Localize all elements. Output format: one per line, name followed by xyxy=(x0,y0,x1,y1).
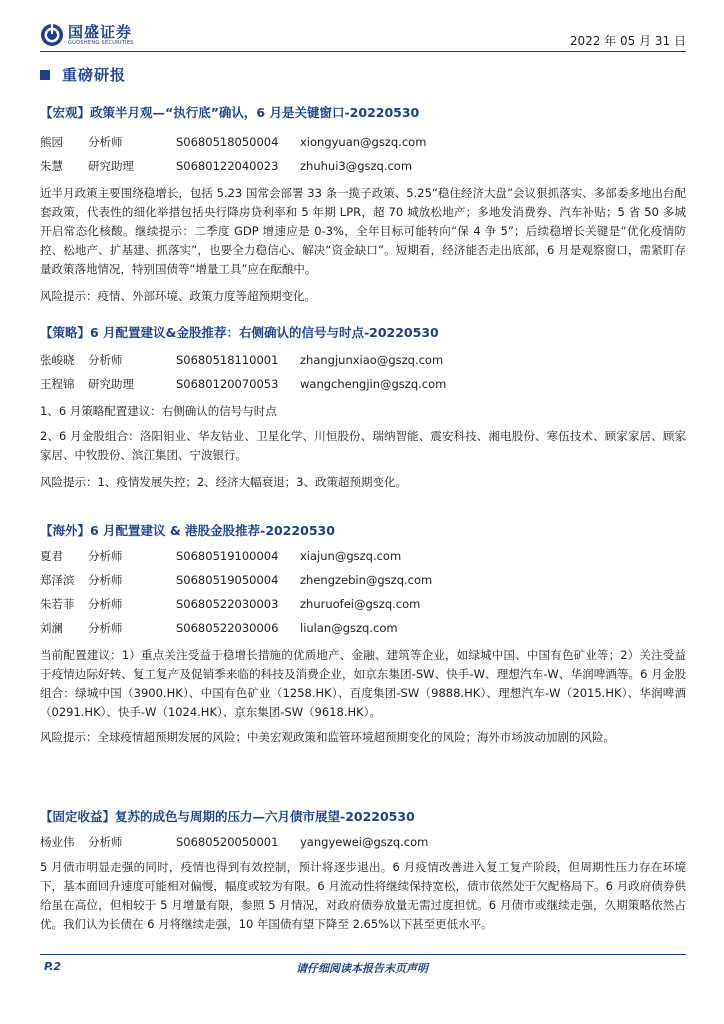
section-bullet-icon xyxy=(40,70,50,80)
author-email[interactable]: zhuruofei@gszq.com xyxy=(300,597,421,611)
author-email[interactable]: liulan@gszq.com xyxy=(300,621,398,635)
report-date: 2022 年 05 月 31 日 xyxy=(569,34,686,48)
author-name: 熊园 xyxy=(40,135,63,149)
author-role: 研究助理 xyxy=(88,159,134,173)
section-title-text: 重磅研报 xyxy=(62,66,127,84)
author-role: 分析师 xyxy=(88,835,123,849)
section-title xyxy=(40,64,126,85)
author-email[interactable]: wangchengjin@gszq.com xyxy=(300,377,447,391)
author-email[interactable]: xiongyuan@gszq.com xyxy=(300,135,427,149)
report-strategy xyxy=(40,324,686,492)
author-email[interactable]: zhangjunxiao@gszq.com xyxy=(300,353,444,367)
report-macro xyxy=(40,104,686,306)
author-row xyxy=(40,568,686,592)
risk-note: 风险提示：全球疫情超预期发展的风险；中美宏观政策和监管环境超预期变化的风险；海外市场波动加剧的风险。 xyxy=(40,730,615,744)
footer-disclaimer: 请仔细阅读本报告末页声明 xyxy=(296,962,428,975)
author-cert-number: S0680522030006 xyxy=(176,621,279,635)
author-email[interactable]: zhengzebin@gszq.com xyxy=(300,573,433,587)
author-row xyxy=(40,154,686,178)
risk-note: 风险提示：疫情、外部环境、政策力度等超预期变化。 xyxy=(40,289,316,303)
author-name: 杨业伟 xyxy=(40,835,75,849)
author-cert-number: S0680518050004 xyxy=(176,135,279,149)
author-name: 张峻晓 xyxy=(40,353,75,367)
page-number: P.2 xyxy=(44,960,62,973)
author-cert-number: S0680518110001 xyxy=(176,353,279,367)
author-row xyxy=(40,592,686,616)
author-email[interactable]: xiajun@gszq.com xyxy=(300,549,402,563)
report-fixed-income xyxy=(40,808,686,934)
report-title: 【策略】6 月配置建议&金股推荐：右侧确认的信号与时点-20220530 xyxy=(40,325,439,340)
logo-icon xyxy=(40,23,64,47)
logo-name-cn: 国盛证券 xyxy=(68,22,133,41)
report-summary: 近半月政策主要围绕稳增长，包括 5.23 国常会部署 33 条一揽子政策、5.25“稳住经济大盘”会议狠抓落实、多部委多地出台配套政策，代表性的细化举措包括央行降房贷利率和 5 年期 LPR，超 70 城放松地产；多地发消费券、汽车补贴；5 省 50 多城开启常态化核酸。继续提示：二季度 GDP 增速应是 0-3%，全年目标可能转向“保 4 争 5”；后续稳增长关键是“优化疫情防控、松地产、扩基建、抓落实”，也要全力稳信心、解决“资金缺口”。短期看，经济能否走出底部，6 月是观察窗口，需紧盯存量政策落地情况，特别国债等“增量工具”应在酝酿中。 xyxy=(40,186,686,276)
author-row xyxy=(40,544,686,568)
report-title: 【宏观】政策半月观—“执行底”确认，6 月是关键窗口-20220530 xyxy=(40,105,420,120)
report-title: 【固定收益】复苏的成色与周期的压力—六月债市展望-20220530 xyxy=(40,809,415,824)
author-email[interactable]: zhuhui3@gszq.com xyxy=(300,159,413,173)
report-overseas xyxy=(40,522,686,747)
author-name: 郑泽滨 xyxy=(40,573,75,587)
report-title: 【海外】6 月配置建议 & 港股金股推荐-20220530 xyxy=(40,523,335,538)
page-header xyxy=(40,22,686,52)
author-cert-number: S0680519100004 xyxy=(176,549,279,563)
author-cert-number: S0680520050001 xyxy=(176,835,279,849)
company-logo xyxy=(40,22,134,48)
author-cert-number: S0680122040023 xyxy=(176,159,279,173)
footer-divider xyxy=(40,954,686,955)
author-role: 分析师 xyxy=(88,573,123,587)
report-point: 2、6 月金股组合：洛阳钼业、华友钴业、卫星化学、川恒股份、瑞纳智能、震安科技、湘电股份、寒伍技术、顾家家居、顾家家居、中牧股份、滨江集团、宁波银行。 xyxy=(40,429,686,462)
author-row xyxy=(40,830,686,854)
author-name: 王程锦 xyxy=(40,377,75,391)
risk-note: 风险提示：1、疫情发展失控；2、经济大幅衰退；3、政策超预期变化。 xyxy=(40,475,407,489)
author-role: 分析师 xyxy=(88,353,123,367)
report-point: 1、6 月策略配置建议：右侧确认的信号与时点 xyxy=(40,404,277,418)
author-row xyxy=(40,130,686,154)
author-row xyxy=(40,348,686,372)
report-summary: 5 月债市明显走强的同时，疫情也得到有效控制，预计将逐步退出。6 月疫情改善进入复工复产阶段，但周期性压力存在环境下，基本面回升速度可能相对偏慢，幅度或较为有限。6 月流动性将继续保持宽松，债市依然处于欠配格局下。6 月政府债券供给虽在高位，但相较于 5 月增量有限，参照 5 月情况，对政府债券放量无需过度担忧。6 月债市或继续走强，久期策略依然占优。我们认为长债在 6 月将继续走强，10 年国债有望下降至 2.65%以下甚至更低水平。 xyxy=(40,860,686,931)
author-role: 研究助理 xyxy=(88,377,134,391)
author-name: 朱慧 xyxy=(40,159,63,173)
logo-name-en: GUOSHENG SECURITIES xyxy=(68,39,134,46)
author-role: 分析师 xyxy=(88,621,123,635)
author-cert-number: S0680522030003 xyxy=(176,597,279,611)
author-role: 分析师 xyxy=(88,135,123,149)
report-summary: 当前配置建议：1）重点关注受益于稳增长措施的优质地产、金融、建筑等企业，如绿城中国、中国有色矿业等；2）关注受益于疫情边际好转、复工复产及促销季来临的科技及消费企业，如京东集团-SW、快手-W、理想汽车-W、华润啤酒等。6 月金股组合：绿城中国（3900.HK）、中国有色矿业（1258.HK）、百度集团-SW（9888.HK）、理想汽车-W（2015.HK）、华润啤酒（0291.HK）、快手-W（1024.HK）、京东集团-SW（9618.HK）。 xyxy=(40,648,686,719)
author-name: 夏君 xyxy=(40,549,63,563)
author-row xyxy=(40,372,686,396)
author-name: 朱若菲 xyxy=(40,597,75,611)
author-email[interactable]: yangyewei@gszq.com xyxy=(300,835,429,849)
author-role: 分析师 xyxy=(88,597,123,611)
author-cert-number: S0680120070053 xyxy=(176,377,279,391)
author-row xyxy=(40,616,686,640)
author-role: 分析师 xyxy=(88,549,123,563)
author-cert-number: S0680519050004 xyxy=(176,573,279,587)
author-name: 刘澜 xyxy=(40,621,63,635)
